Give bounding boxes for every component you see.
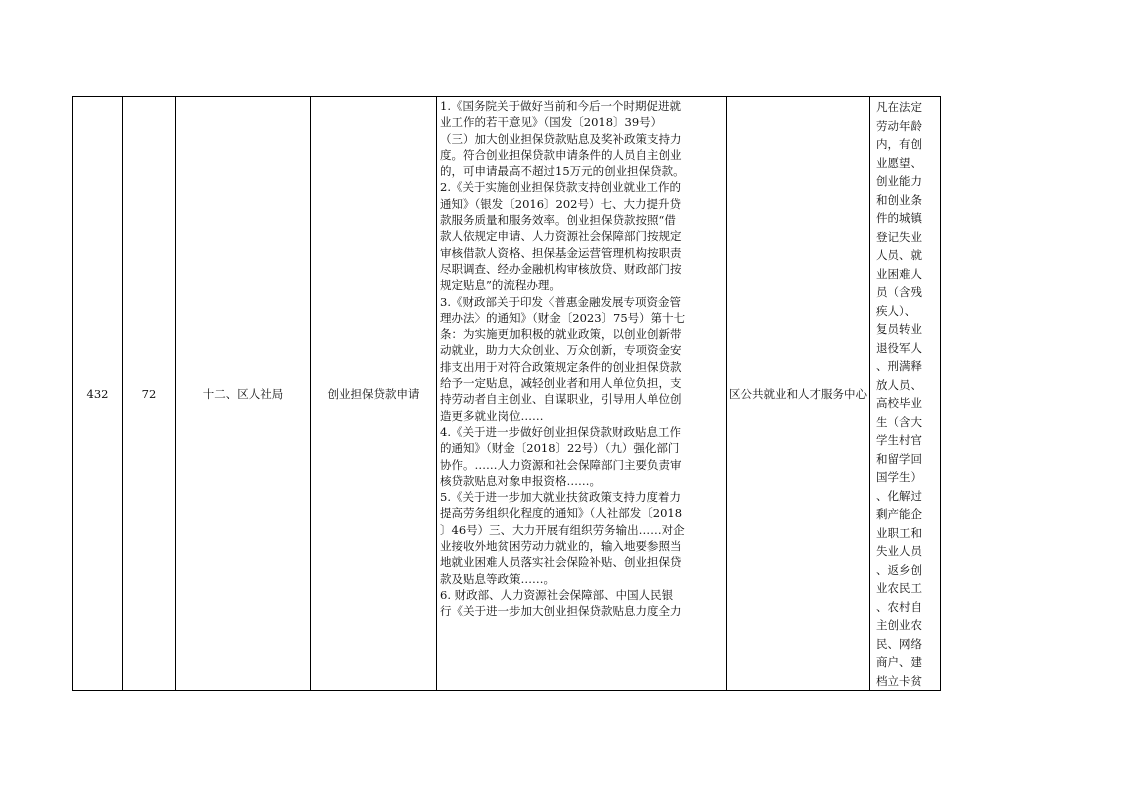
- eligible-target-line: 业职工和: [876, 525, 922, 540]
- eligible-target-line: 民、网络: [876, 636, 922, 651]
- legal-basis-line: （三）加大创业担保贷款贴息及奖补政策支持力: [440, 131, 682, 146]
- office-name: 区公共就业和人才服务中心: [729, 386, 867, 401]
- eligible-target-line: 人员、就: [876, 248, 922, 262]
- eligible-target-line: 复员转业: [876, 322, 922, 336]
- department-name: 十二、区人社局: [202, 386, 284, 401]
- legal-basis-line: 的，可申请最高不超过15万元的创业担保贷款。: [440, 164, 685, 179]
- legal-basis-line: 造更多就业岗位……: [440, 408, 544, 423]
- legal-basis-text: [440, 98, 723, 620]
- eligible-target-line: 登记失业: [876, 229, 922, 244]
- eligible-target-line: 、化解过: [876, 488, 922, 503]
- legal-basis-line: 款人依规定申请、人力资源社会保障部门按规定: [440, 229, 682, 244]
- eligible-target-line: 、农村自: [876, 599, 922, 614]
- eligible-target-text: [876, 98, 938, 690]
- eligible-target-line: 疾人）、: [876, 303, 917, 318]
- eligible-target-line: 放人员、: [876, 377, 922, 392]
- legal-basis-line: 尽职调查、经办金融机构审核放贷、财政部门按: [440, 261, 682, 276]
- legal-basis-line: 6. 财政部、人力资源社会保障部、中国人民银: [440, 587, 674, 602]
- eligible-target-line: 高校毕业: [876, 396, 922, 410]
- legal-basis-line: 〕46号）三、大力开展有组织劳务输出……对企: [440, 522, 685, 537]
- eligible-target-line: 退役军人: [876, 340, 922, 355]
- legal-basis-line: 理办法〉的通知》（财金〔2023〕75号）第十七: [440, 310, 686, 325]
- eligible-target-line: 、返乡创: [876, 562, 922, 577]
- eligible-target-line: 凡在法定: [876, 100, 922, 114]
- legal-basis-line: 持劳动者自主创业、自谋职业，引导用人单位创: [440, 392, 682, 407]
- legal-basis-cell: [437, 97, 727, 691]
- legal-basis-line: 地就业困难人员落实社会保险补贴、创业担保贷: [440, 555, 682, 570]
- eligible-target-line: 主创业农: [876, 618, 922, 632]
- eligible-target-line: 创业能力: [876, 174, 922, 188]
- eligible-target-line: 业困难人: [876, 266, 922, 281]
- row-index-cell: [73, 97, 123, 691]
- eligible-target-line: 失业人员: [876, 544, 922, 558]
- legal-basis-line: 给予一定贴息，减轻创业者和用人单位负担，支: [440, 376, 682, 391]
- eligible-target-line: 内，有创: [876, 137, 922, 151]
- legal-basis-line: 协作。……人力资源和社会保障部门主要负责审: [440, 457, 682, 472]
- legal-basis-line: 4.《关于进一步做好创业担保贷款财政贴息工作: [440, 424, 681, 439]
- row-index: 432: [86, 386, 109, 401]
- eligible-target-line: 档立卡贫: [876, 673, 922, 688]
- eligible-target-line: 和创业条: [876, 192, 922, 207]
- department-cell: [176, 97, 311, 691]
- legal-basis-line: 2.《关于实施创业担保贷款支持创业就业工作的: [440, 180, 681, 195]
- eligible-target-line: 劳动年龄: [876, 118, 922, 133]
- legal-basis-line: 的通知》（财金〔2018〕22号）（九）强化部门: [440, 441, 680, 456]
- legal-basis-line: 动就业，助力大众创业、万众创新，专项资金安: [440, 343, 682, 358]
- legal-basis-line: 通知》（银发〔2016〕202号）七、大力提升贷: [440, 196, 681, 211]
- item-name: 创业担保贷款申请: [327, 386, 420, 401]
- eligible-target-line: 、刑满释: [876, 359, 922, 373]
- legal-basis-line: 1.《国务院关于做好当前和今后一个时期促进就: [440, 99, 681, 113]
- legal-basis-line: 度。符合创业担保贷款申请条件的人员自主创业: [440, 147, 682, 162]
- eligible-target-line: 剩产能企: [876, 507, 922, 521]
- legal-basis-line: 行《关于进一步加大创业担保贷款贴息力度全力: [440, 604, 682, 619]
- legal-basis-line: 业接收外地贫困劳动力就业的，输入地要参照当: [440, 539, 682, 554]
- eligible-target-cell: [870, 97, 941, 691]
- legal-basis-line: 款服务质量和服务效率。创业担保贷款按照“借: [440, 213, 676, 228]
- legal-basis-line: 提高劳务组织化程度的通知》（人社部发〔2018: [440, 506, 683, 521]
- eligible-target-line: 和留学回: [876, 451, 922, 466]
- row-sub-index-cell: [123, 97, 176, 691]
- legal-basis-line: 规定贴息”的流程办理。: [440, 278, 561, 293]
- legal-basis-line: 3.《财政部关于印发〈普惠金融发展专项资金管: [440, 294, 681, 309]
- legal-basis-line: 核贷款贴息对象申报资格……。: [440, 473, 601, 488]
- eligible-target-line: 学生村官: [876, 433, 922, 447]
- office-cell: [727, 97, 870, 691]
- eligible-target-line: 件的城镇: [876, 211, 922, 225]
- legal-basis-line: 款及贴息等政策……。: [440, 571, 555, 586]
- eligible-target-line: 国学生）: [876, 470, 922, 484]
- legal-basis-line: 业工作的若干意见》（国发〔2018〕39号）: [440, 115, 663, 130]
- eligible-target-line: 生（含大: [876, 414, 922, 429]
- eligible-target-line: 业愿望、: [876, 155, 922, 170]
- row-sub-index: 72: [141, 386, 157, 401]
- service-items-table: [72, 96, 941, 691]
- eligible-target-line: 商户、建: [876, 655, 922, 669]
- legal-basis-line: 审核借款人资格、担保基金运营管理机构按职责: [440, 245, 682, 260]
- legal-basis-line: 排支出用于对符合政策规定条件的创业担保贷款: [440, 359, 682, 374]
- table-row: [73, 97, 941, 691]
- eligible-target-line: 员（含残: [876, 285, 922, 299]
- legal-basis-line: 条：为实施更加积极的就业政策，以创业创新带: [440, 327, 682, 342]
- legal-basis-line: 5.《关于进一步加大就业扶贫政策支持力度着力: [440, 490, 681, 505]
- eligible-target-line: 业农民工: [876, 581, 922, 595]
- item-name-cell: [311, 97, 437, 691]
